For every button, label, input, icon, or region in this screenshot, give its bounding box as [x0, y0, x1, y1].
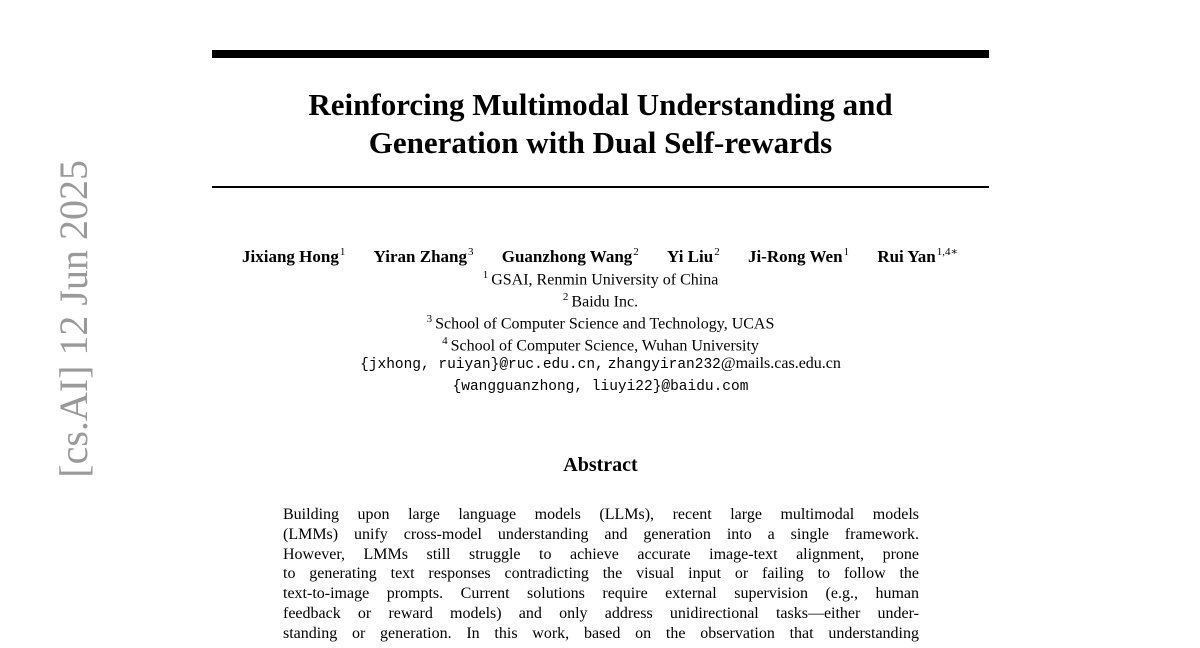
email-ucas-user[interactable]: zhangyiran232	[607, 357, 721, 373]
affiliation: $^3$ School of Computer Science and Technology, UCAS	[426, 313, 775, 333]
author: Yi Liu$^2$	[667, 246, 720, 266]
author: Guanzhong Wang$^2$	[501, 246, 639, 266]
email-line-2	[212, 375, 989, 398]
email-ruc[interactable]: {jxhong, ruiyan}@ruc.edu.cn,	[360, 357, 604, 373]
abstract-body	[283, 505, 919, 644]
author: Yiran Zhang$^3$	[373, 246, 474, 266]
title-bottom-rule	[212, 186, 989, 188]
affiliation: $^4$ School of Computer Science, Wuhan University	[442, 335, 759, 355]
abstract-line: to generating text responses contradicting the visual input or failing to follow the	[283, 565, 919, 583]
abstract-line: Building upon large language models (LLMs), recent large multimodal models	[283, 506, 919, 523]
arxiv-side-stamp: [cs.AI] 12 Jun 2025	[51, 160, 96, 478]
abstract-line: feedback or reward models) and only address unidirectional tasks—either under-	[283, 604, 919, 622]
affiliation: $^2$ Baidu Inc.	[562, 291, 639, 311]
author: Rui Yan$^{1,4∗}$	[877, 246, 958, 266]
abstract-line: (LMMs) unify cross-model understanding and generation into a single framework.	[283, 525, 919, 543]
author: Jixiang Hong$^1$	[242, 246, 346, 266]
email-baidu[interactable]: {wangguanzhong, liuyi22}@baidu.com	[452, 379, 749, 395]
email-line-1	[212, 353, 989, 376]
email-ucas-domain[interactable]: @mails.cas.edu.cn	[720, 355, 841, 372]
abstract-line: text-to-image prompts. Current solutions require external supervision (e.g., human	[283, 585, 919, 603]
top-thick-rule	[212, 50, 989, 58]
paper-title-line-1: Reinforcing Multimodal Understanding and	[308, 87, 893, 122]
paper-title-line-2: Generation with Dual Self-rewards	[368, 125, 833, 160]
affiliation: $^1$ GSAI, Renmin University of China	[482, 269, 719, 289]
paper-title	[212, 86, 989, 162]
abstract-heading: Abstract	[563, 454, 638, 476]
abstract-line: standing or generation. In this work, based on the observation that understanding	[283, 624, 919, 642]
abstract-line: However, LMMs still struggle to achieve accurate image-text alignment, prone	[283, 545, 919, 563]
author: Ji-Rong Wen$^1$	[747, 246, 850, 266]
